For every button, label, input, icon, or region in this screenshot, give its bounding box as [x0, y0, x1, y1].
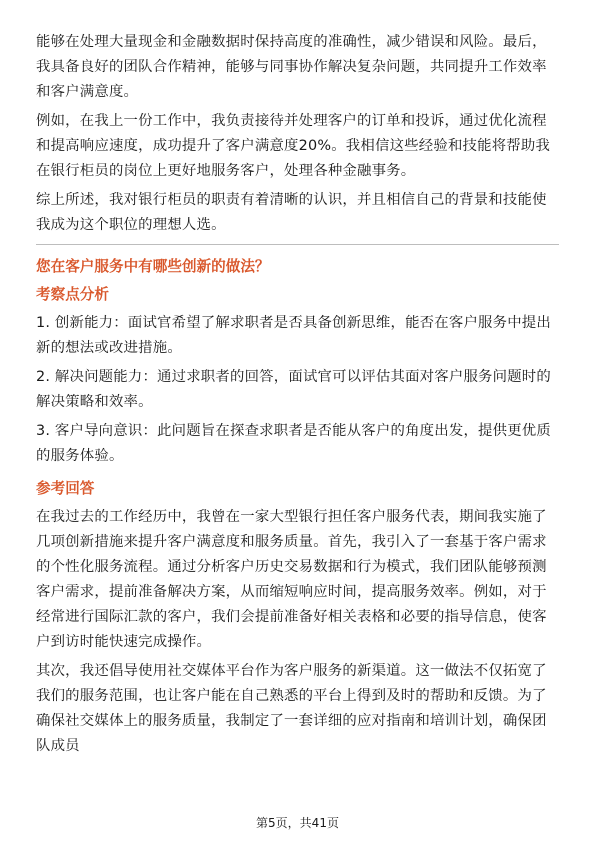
intro-paragraph-3: 综上所述，我对银行柜员的职责有着清晰的认识，并且相信自己的背景和技能使我成为这个职位的理想人选。: [36, 192, 547, 233]
analysis-item-2: 2. 解决问题能力：通过求职者的回答，面试官可以评估其面对客户服务问题时的解决策略和效率。: [36, 369, 551, 410]
answer-heading: 参考回答: [36, 480, 95, 497]
answer-paragraph-1: 在我过去的工作经历中，我曾在一家大型银行担任客户服务代表，期间我实施了几项创新措施来提升客户满意度和服务质量。首先，我引入了一套基于客户需求的个性化服务流程。通过分析客户历史交易数据和行为模式，我们团队能够预测客户需求，提前准备解决方案，从而缩短响应时间，提高服务效率。例如，对于经常进行国际汇款的客户，我们会提前准备好相关表格和必要的指导信息，使客户到访时能快速完成操作。: [36, 509, 547, 650]
page-number: 第5页，共41页: [256, 816, 339, 830]
document-page: [36, 30, 559, 763]
analysis-item-3: 3. 客户导向意识：此问题旨在探查求职者是否能从客户的角度出发，提供更优质的服务体验。: [36, 423, 551, 464]
analysis-item-1: 1. 创新能力：面试官希望了解求职者是否具备创新思维，能否在客户服务中提出新的想法或改进措施。: [36, 315, 551, 356]
analysis-heading: 考察点分析: [36, 286, 109, 303]
intro-paragraph-1: 能够在处理大量现金和金融数据时保持高度的准确性，减少错误和风险。最后，我具备良好的团队合作精神，能够与同事协作解决复杂问题，共同提升工作效率和客户满意度。: [36, 34, 547, 100]
intro-paragraph-2: 例如，在我上一份工作中，我负责接待并处理客户的订单和投诉，通过优化流程和提高响应速度，成功提升了客户满意度20%。我相信这些经验和技能将帮助我在银行柜员的岗位上更好地服务客户，处理各种金融事务。: [36, 113, 551, 179]
question-section: [36, 255, 559, 759]
section-divider: [36, 244, 559, 245]
question-title: 您在客户服务中有哪些创新的做法？: [36, 258, 270, 275]
intro-section: [36, 30, 559, 238]
answer-paragraph-2: 其次，我还倡导使用社交媒体平台作为客户服务的新渠道。这一做法不仅拓宽了我们的服务范围，也让客户能在自己熟悉的平台上得到及时的帮助和反馈。为了确保社交媒体上的服务质量，我制定了一套详细的应对指南和培训计划，确保团队成员: [36, 663, 547, 754]
